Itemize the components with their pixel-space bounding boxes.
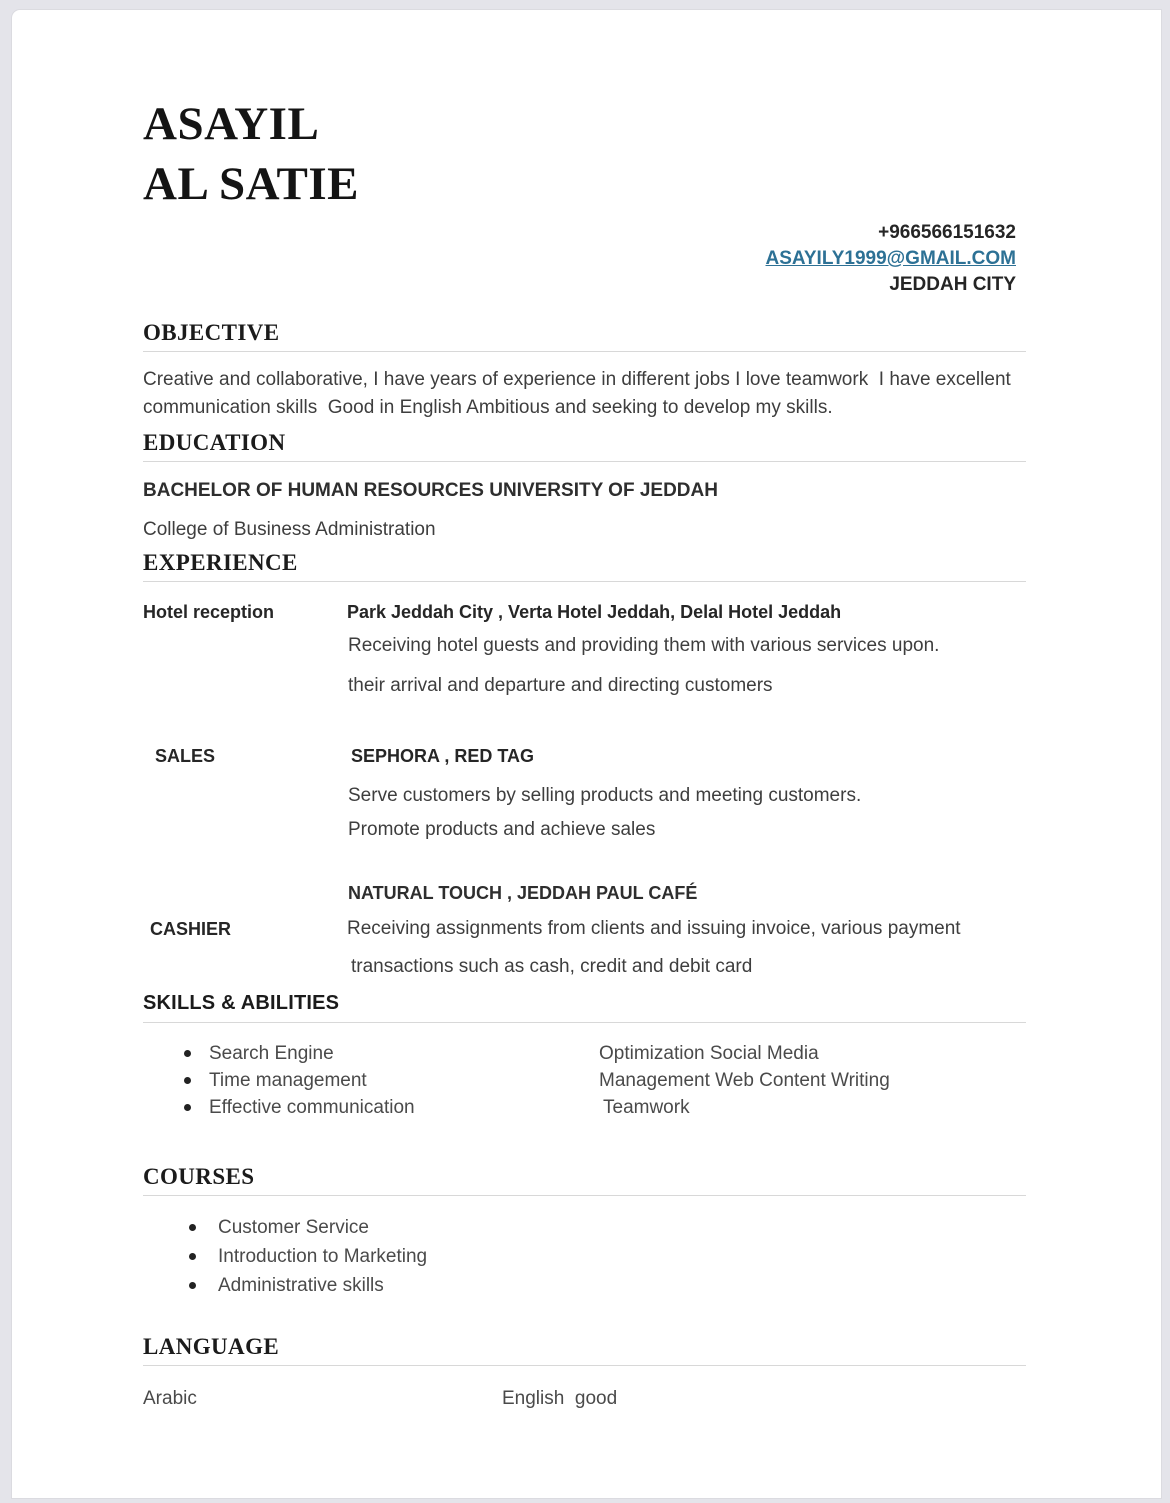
section-title-language: LANGUAGE — [143, 1334, 1026, 1366]
bullet-icon — [184, 1077, 191, 1084]
section-title-courses: COURSES — [143, 1164, 1026, 1196]
objective-text: Creative and collaborative, I have years of experience in different jobs I love teamwork I have excellent communication skills Good in English Ambitious and seeking to develop my skills. — [143, 369, 1017, 418]
skill-row — [143, 1040, 1026, 1067]
job-description-line: their arrival and departure and directing customers — [348, 675, 773, 696]
job-header-row — [143, 599, 1026, 625]
contact-block — [143, 220, 1026, 298]
job-description-line: Receiving assignments from clients and issuing invoice, various payment — [347, 918, 961, 939]
course-label: Introduction to Marketing — [218, 1246, 428, 1267]
job-header-row — [143, 743, 1026, 769]
skill-left: Time management — [209, 1070, 367, 1091]
email-link[interactable]: ASAYILY1999@GMAIL.COM — [765, 248, 1016, 269]
course-label: Customer Service — [218, 1217, 369, 1238]
resume-content — [12, 94, 1161, 1412]
job-role: CASHIER — [150, 919, 232, 939]
education-college: College of Business Administration — [143, 519, 436, 540]
bullet-icon — [189, 1282, 196, 1289]
section-title-objective: OBJECTIVE — [143, 320, 1026, 352]
course-item — [143, 1213, 1026, 1242]
job-employers: NATURAL TOUCH , JEDDAH PAUL CAFÉ — [348, 883, 698, 903]
job-description-line: Serve customers by selling products and meeting customers. — [348, 785, 862, 806]
language-arabic: Arabic — [143, 1388, 197, 1409]
course-item — [143, 1271, 1026, 1300]
skill-left: Effective communication — [209, 1097, 415, 1118]
job-description-line: transactions such as cash, credit and debit card — [351, 956, 753, 977]
skill-row — [143, 1067, 1026, 1094]
skill-right: Teamwork — [603, 1097, 690, 1118]
email-row — [143, 246, 1016, 272]
section-title-education: EDUCATION — [143, 430, 1026, 462]
bullet-icon — [189, 1253, 196, 1260]
bullet-icon — [184, 1104, 191, 1111]
job-role: Hotel reception — [143, 602, 275, 622]
job-header-row — [143, 916, 1026, 942]
section-title-skills: SKILLS & ABILITIES — [143, 990, 1026, 1023]
name-line-2: AL SATIE — [143, 158, 360, 210]
bullet-icon — [184, 1050, 191, 1057]
job-role: SALES — [155, 746, 216, 766]
skill-right: Management Web Content Writing — [599, 1070, 890, 1091]
person-name — [143, 94, 1026, 214]
job-employers: SEPHORA , RED TAG — [351, 746, 535, 766]
language-row — [143, 1386, 1026, 1412]
skills-list — [143, 1040, 1026, 1121]
job-employers: Park Jeddah City , Verta Hotel Jeddah, Delal Hotel Jeddah — [347, 602, 842, 622]
section-title-experience: EXPERIENCE — [143, 550, 1026, 582]
bullet-icon — [189, 1224, 196, 1231]
resume-page — [12, 10, 1161, 1498]
language-english: English good — [502, 1388, 618, 1409]
experience-job-sales — [143, 743, 1026, 843]
course-item — [143, 1242, 1026, 1271]
education-degree: BACHELOR OF HUMAN RESOURCES UNIVERSITY OF JEDDAH — [143, 480, 718, 501]
phone-number: +966566151632 — [878, 222, 1016, 243]
skill-row — [143, 1094, 1026, 1121]
job-description-line: Promote products and achieve sales — [348, 819, 656, 840]
skill-left: Search Engine — [209, 1043, 334, 1064]
courses-list — [143, 1213, 1026, 1300]
name-line-1: ASAYIL — [143, 98, 320, 150]
job-description-line: Receiving hotel guests and providing them with various services upon. — [348, 635, 940, 656]
city: JEDDAH CITY — [889, 274, 1016, 295]
skill-right: Optimization Social Media — [599, 1043, 819, 1064]
experience-job-hotel-reception — [143, 599, 1026, 699]
experience-job-cashier — [143, 880, 1026, 980]
course-label: Administrative skills — [218, 1275, 384, 1296]
